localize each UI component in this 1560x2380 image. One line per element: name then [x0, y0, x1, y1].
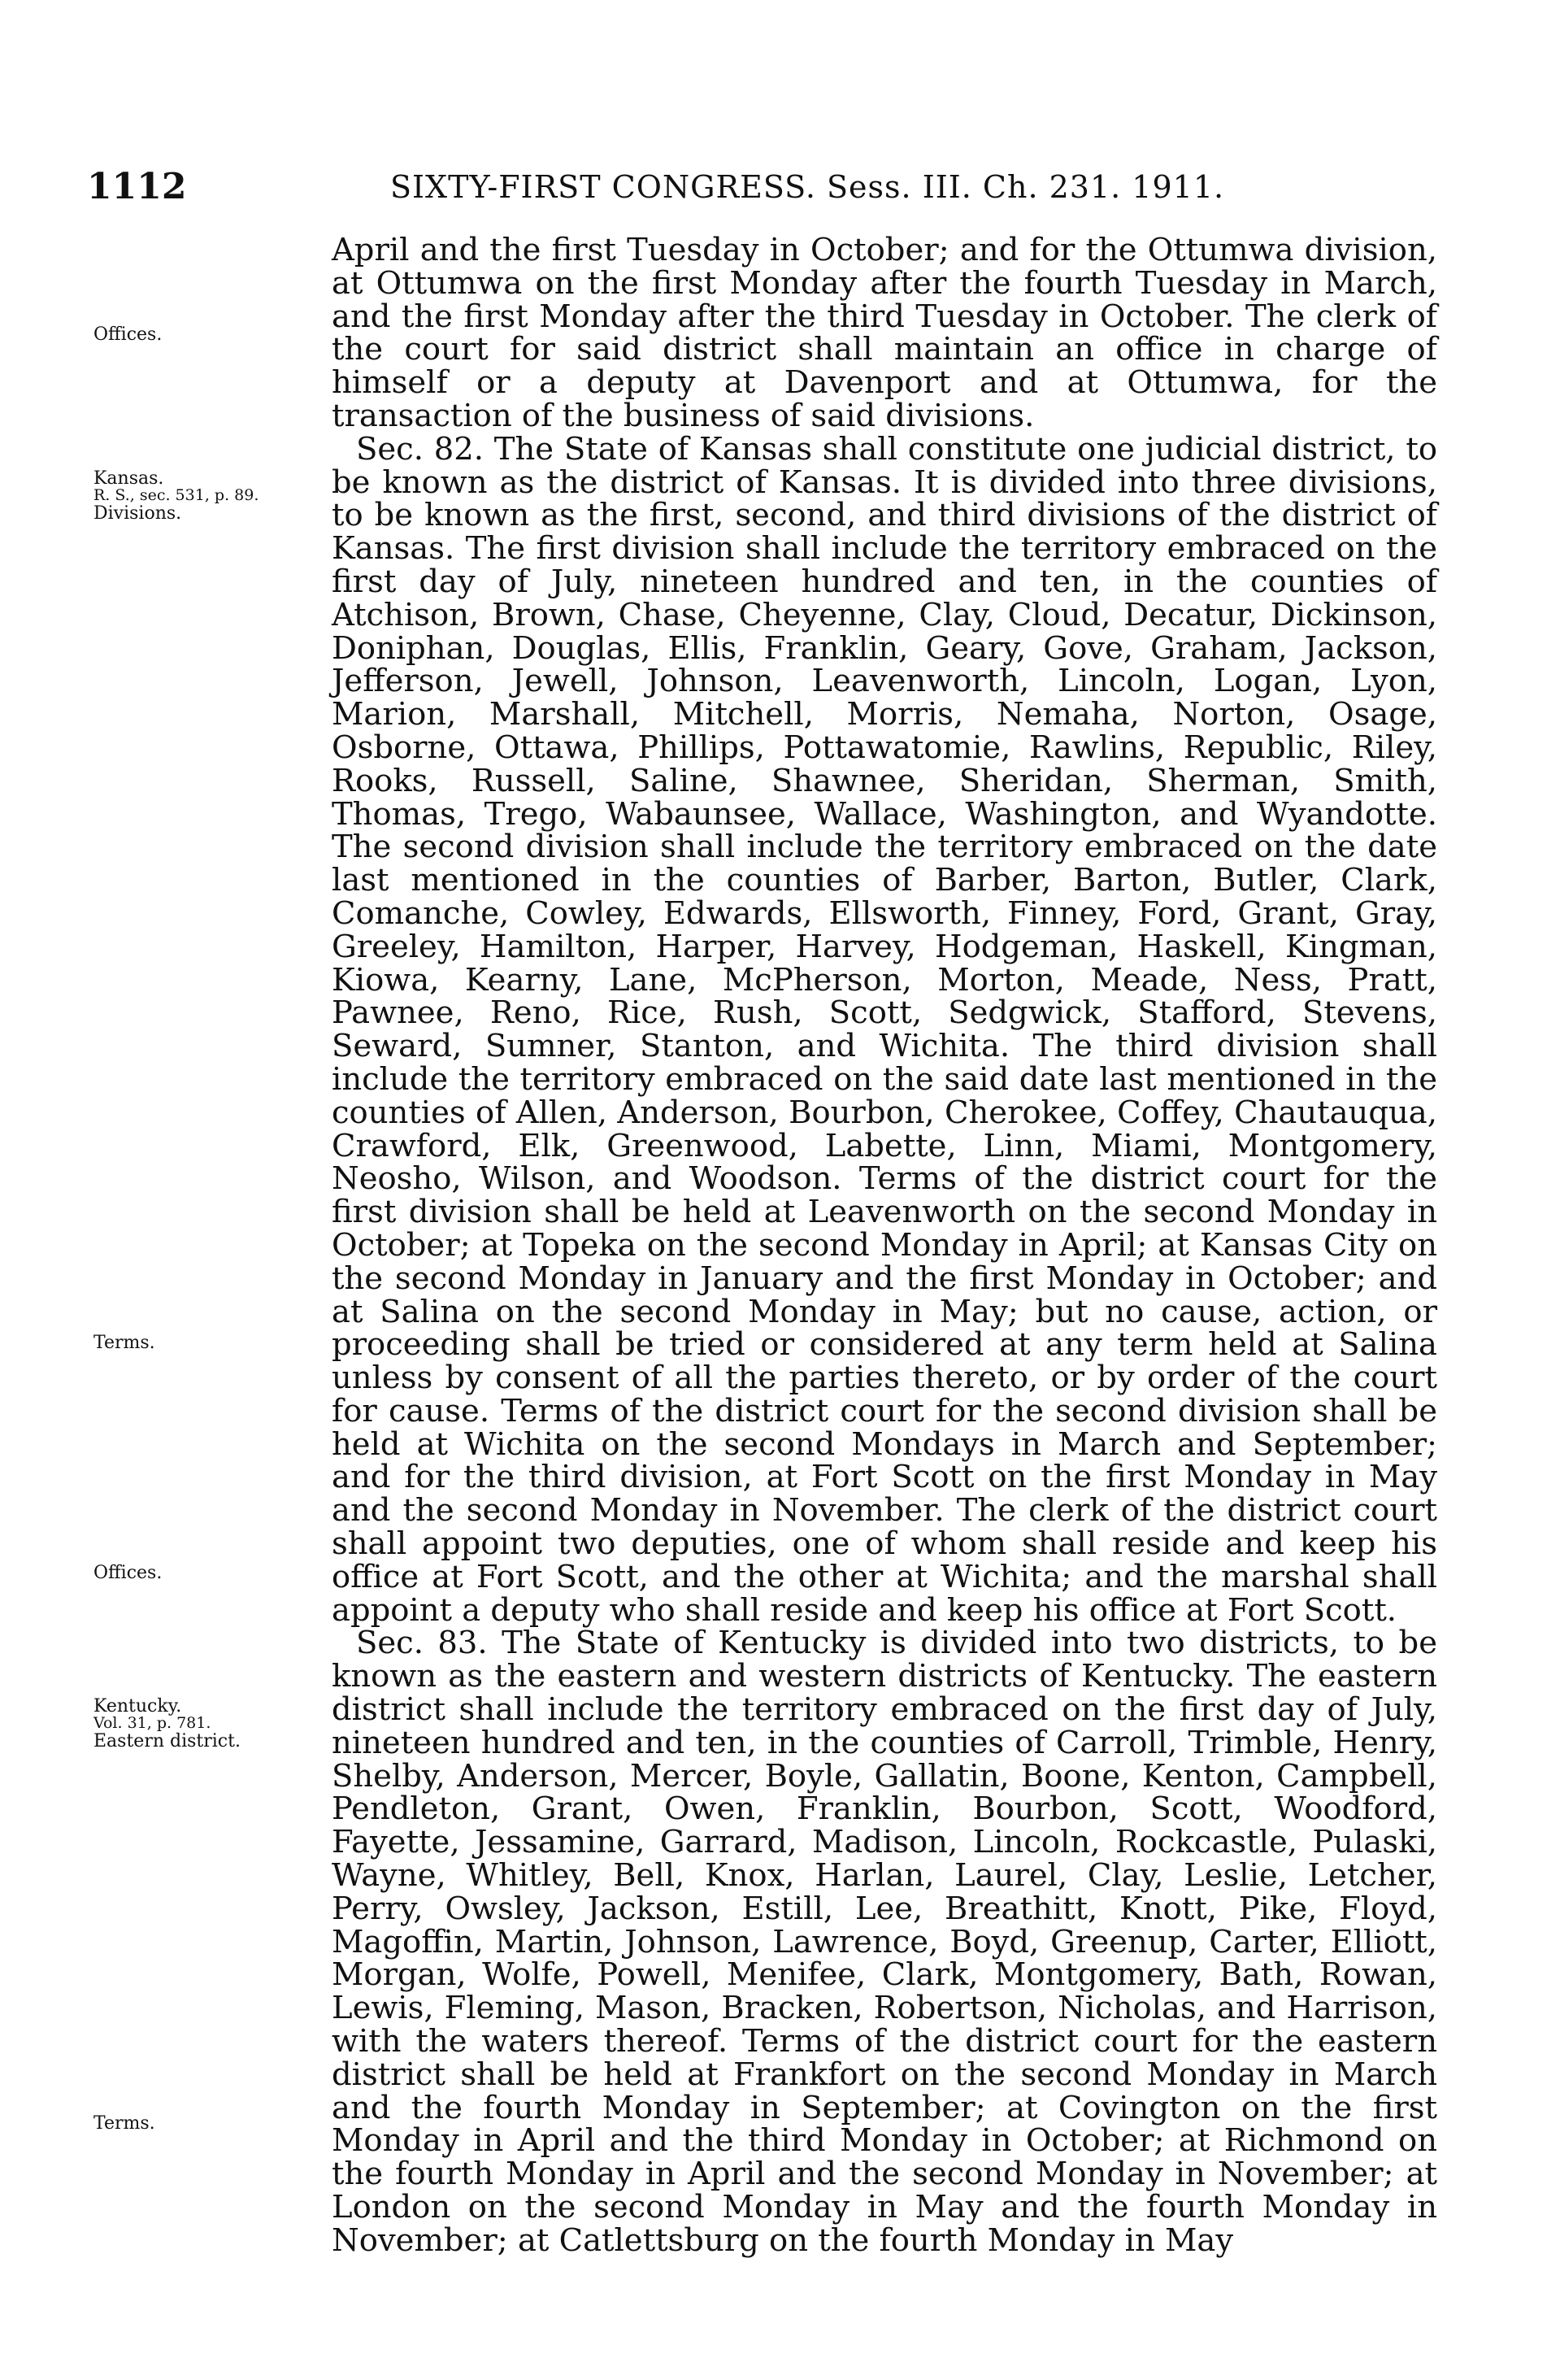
section-83-kentucky: Sec. 83. The State of Kentucky is divided into two districts, to be known as the eastern and western districts of Kentucky. The eastern district shall include the territory embraced on the first day of July, nineteen hundred and ten, in the counties of Carroll, Trimble, Henry, Shelby, Anderson, Mercer, Boyle, Gallatin, Boone, Kenton, Campbell, Pendleton, Grant, Owen, Franklin, Bourbon, Scott, Woodford, Fayette, Jessamine, Garrard, Madison, Lincoln, Rockcastle, Pulaski, Wayne, Whitley, Bell, Knox, Harlan, Laurel, Clay, Leslie, Letcher, Perry, Owsley, Jackson, Estill, Lee, Breathitt, Knott, Pike, Floyd, Magoffin, Martin, Johnson, Lawrence, Boyd, Greenup, Carter, Elliott, Morgan, Wolfe, Powell, Menifee, Clark, Montgomery, Bath, Rowan, Lewis, Fleming, Mason, Bracken, Robertson, Nicholas, and Harrison, with the waters thereof. Terms of the district court for the eastern district shall be held at Frankfort on the second Monday in March and the fourth Monday in September; at Covington on the first Monday in April and the third Monday in October; at Richmond on the fourth Monday in April and the second Monday in November; at London on the second Monday in May and the fourth Monday in November; at Catlettsburg on the fourth Monday in May	[332, 1625, 1437, 2259]
margin-note-eastern-district: Eastern district.	[93, 1731, 241, 1751]
paragraph-ottumwa-offices: April and the first Tuesday in October; and for the Ottumwa division, at Ottumwa on the first Monday after the fourth Tuesday in March, and the first Monday after the third Tuesday in October. The clerk of the court for said district shall maintain an office in charge of himself or a deputy at Davenport and at Ottumwa, for the transaction of the business of said divisions.	[332, 232, 1437, 434]
page-number: 1112	[87, 166, 187, 207]
margin-note-kentucky: Kentucky.	[93, 1696, 182, 1716]
statute-text	[332, 234, 1437, 2258]
margin-note-offices: Offices.	[93, 324, 163, 345]
margin-note-divisions: Divisions.	[93, 503, 182, 524]
margin-note-kansas: Kansas.	[93, 468, 164, 489]
margin-note-offices: Offices.	[93, 1563, 163, 1583]
section-82-kansas: Sec. 82. The State of Kansas shall constitute one judicial district, to be known as the district of Kansas. It is divided into three divisions, to be known as the first, second, and third divisions of the district of Kansas. The first division shall include the territory embraced on the first day of July, nineteen hundred and ten, in the counties of Atchison, Brown, Chase, Cheyenne, Clay, Cloud, Decatur, Dickinson, Doniphan, Douglas, Ellis, Franklin, Geary, Gove, Graham, Jackson, Jefferson, Jewell, Johnson, Leavenworth, Lincoln, Logan, Lyon, Marion, Marshall, Mitchell, Morris, Nemaha, Norton, Osage, Osborne, Ottawa, Phillips, Pottawatomie, Rawlins, Republic, Riley, Rooks, Russell, Saline, Shawnee, Sheridan, Sherman, Smith, Thomas, Trego, Wabaunsee, Wallace, Washington, and Wyandotte. The second division shall include the territory embraced on the date last mentioned in the counties of Barber, Barton, Butler, Clark, Comanche, Cowley, Edwards, Ellsworth, Finney, Ford, Grant, Gray, Greeley, Hamilton, Harper, Harvey, Hodgeman, Haskell, Kingman, Kiowa, Kearny, Lane, McPherson, Morton, Meade, Ness, Pratt, Pawnee, Reno, Rice, Rush, Scott, Sedgwick, Stafford, Stevens, Seward, Sumner, Stanton, and Wichita. The third division shall include the territory embraced on the said date last mentioned in the counties of Allen, Anderson, Bourbon, Cherokee, Coffey, Chautauqua, Crawford, Elk, Greenwood, Labette, Linn, Miami, Montgomery, Neosho, Wilson, and Woodson. Terms of the district court for the first division shall be held at Leavenworth on the second Monday in October; at Topeka on the second Monday in April; at Kansas City on the second Monday in January and the first Monday in October; and at Salina on the second Monday in May; but no cause, action, or proceeding shall be tried or considered at any term held at Salina unless by consent of all the parties thereto, or by order of the court for cause. Terms of the district court for the second division shall be held at Wichita on the second Mondays in March and September; and for the third division, at Fort Scott on the first Monday in May and the second Monday in November. The clerk of the district court shall appoint two deputies, one of whom shall reside and keep his office at Fort Scott, and the other at Wichita; and the marshal shall appoint a deputy who shall reside and keep his office at Fort Scott.	[332, 430, 1437, 1629]
running-head: SIXTY-FIRST CONGRESS. Sess. III. Ch. 231. 1911.	[390, 169, 1225, 205]
margin-note-terms: Terms.	[93, 2113, 155, 2134]
margin-note-terms: Terms.	[93, 1333, 155, 1353]
page-header	[0, 166, 1560, 215]
margin-note-kansas-reference: R. S., sec. 531, p. 89.	[93, 486, 259, 504]
margin-note-kentucky-reference: Vol. 31, p. 781.	[93, 1714, 211, 1732]
